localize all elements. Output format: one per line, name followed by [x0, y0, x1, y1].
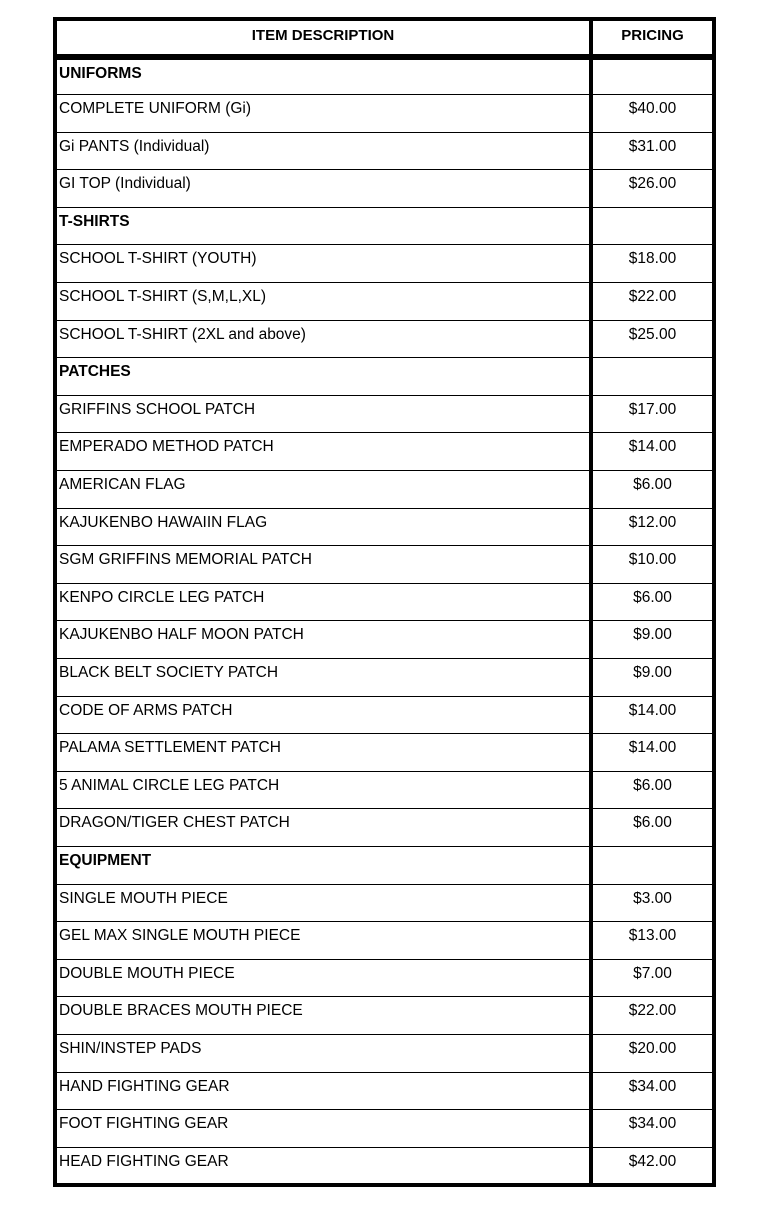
table-row	[55, 997, 714, 1035]
section-price-cell	[591, 57, 714, 95]
item-description: SHIN/INSTEP PADS	[55, 1034, 591, 1072]
item-price: $18.00	[591, 245, 714, 283]
item-price: $12.00	[591, 508, 714, 546]
section-price-cell	[591, 358, 714, 396]
section-title: EQUIPMENT	[55, 846, 591, 884]
table-row	[55, 621, 714, 659]
item-description: GRIFFINS SCHOOL PATCH	[55, 395, 591, 433]
section-title: T-SHIRTS	[55, 207, 591, 245]
item-description: SCHOOL T-SHIRT (YOUTH)	[55, 245, 591, 283]
table-row	[55, 734, 714, 772]
table-row	[55, 884, 714, 922]
item-description: SCHOOL T-SHIRT (2XL and above)	[55, 320, 591, 358]
item-description: 5 ANIMAL CIRCLE LEG PATCH	[55, 771, 591, 809]
table-row	[55, 922, 714, 960]
section-title: PATCHES	[55, 358, 591, 396]
table-row	[55, 546, 714, 584]
item-description: KAJUKENBO HALF MOON PATCH	[55, 621, 591, 659]
item-price: $10.00	[591, 546, 714, 584]
section-header-row	[55, 57, 714, 95]
table-row	[55, 1034, 714, 1072]
table-row	[55, 1110, 714, 1148]
item-description: AMERICAN FLAG	[55, 471, 591, 509]
item-description: KENPO CIRCLE LEG PATCH	[55, 583, 591, 621]
table-row	[55, 320, 714, 358]
price-list-table	[53, 17, 716, 1187]
item-description: GEL MAX SINGLE MOUTH PIECE	[55, 922, 591, 960]
item-price: $3.00	[591, 884, 714, 922]
item-description: FOOT FIGHTING GEAR	[55, 1110, 591, 1148]
item-price: $14.00	[591, 734, 714, 772]
item-price: $40.00	[591, 95, 714, 133]
item-description: BLACK BELT SOCIETY PATCH	[55, 659, 591, 697]
item-description: DRAGON/TIGER CHEST PATCH	[55, 809, 591, 847]
item-description: KAJUKENBO HAWAIIN FLAG	[55, 508, 591, 546]
item-price: $25.00	[591, 320, 714, 358]
table-row	[55, 433, 714, 471]
section-header-row	[55, 358, 714, 396]
table-row	[55, 95, 714, 133]
item-price: $9.00	[591, 659, 714, 697]
table-row	[55, 395, 714, 433]
table-row	[55, 809, 714, 847]
item-price: $34.00	[591, 1110, 714, 1148]
item-description-header: ITEM DESCRIPTION	[55, 19, 591, 57]
item-price: $13.00	[591, 922, 714, 960]
item-price: $31.00	[591, 132, 714, 170]
table-row	[55, 508, 714, 546]
table-row	[55, 959, 714, 997]
item-description: CODE OF ARMS PATCH	[55, 696, 591, 734]
item-price: $6.00	[591, 471, 714, 509]
section-header-row	[55, 207, 714, 245]
item-description: EMPERADO METHOD PATCH	[55, 433, 591, 471]
item-description: DOUBLE BRACES MOUTH PIECE	[55, 997, 591, 1035]
section-price-cell	[591, 207, 714, 245]
item-price: $26.00	[591, 170, 714, 208]
item-price: $42.00	[628, 1152, 677, 1170]
section-title: UNIFORMS	[55, 57, 591, 95]
item-price: $6.00	[591, 583, 714, 621]
table-row	[55, 283, 714, 321]
section-header-row	[55, 846, 714, 884]
table-row	[55, 1147, 714, 1185]
item-price: $7.00	[591, 959, 714, 997]
item-price: $6.00	[591, 809, 714, 847]
table-row	[55, 170, 714, 208]
table-row	[55, 132, 714, 170]
item-description: SINGLE MOUTH PIECE	[55, 884, 591, 922]
table-row	[55, 471, 714, 509]
item-price: $9.00	[591, 621, 714, 659]
table-header-row	[55, 19, 714, 57]
pricing-header: PRICING	[591, 19, 714, 57]
table-row	[55, 659, 714, 697]
item-price: $6.00	[591, 771, 714, 809]
item-description: DOUBLE MOUTH PIECE	[55, 959, 591, 997]
table-body	[55, 57, 714, 1185]
item-price: $14.00	[591, 433, 714, 471]
item-description: SCHOOL T-SHIRT (S,M,L,XL)	[55, 283, 591, 321]
table-row	[55, 696, 714, 734]
item-price: $17.00	[591, 395, 714, 433]
item-description: COMPLETE UNIFORM (Gi)	[55, 95, 591, 133]
table-row	[55, 1072, 714, 1110]
table-row	[55, 583, 714, 621]
item-price: $14.00	[591, 696, 714, 734]
item-description: HEAD FIGHTING GEAR	[55, 1147, 591, 1185]
item-description: HAND FIGHTING GEAR	[55, 1072, 591, 1110]
item-price: $22.00	[591, 283, 714, 321]
item-price: $22.00	[591, 997, 714, 1035]
item-description: PALAMA SETTLEMENT PATCH	[55, 734, 591, 772]
item-description: SGM GRIFFINS MEMORIAL PATCH	[55, 546, 591, 584]
table-row	[55, 771, 714, 809]
item-price: $34.00	[591, 1072, 714, 1110]
section-price-cell	[591, 846, 714, 884]
item-price: $20.00	[591, 1034, 714, 1072]
table-row	[55, 245, 714, 283]
item-description: Gi PANTS (Individual)	[55, 132, 591, 170]
item-description: GI TOP (Individual)	[55, 170, 591, 208]
